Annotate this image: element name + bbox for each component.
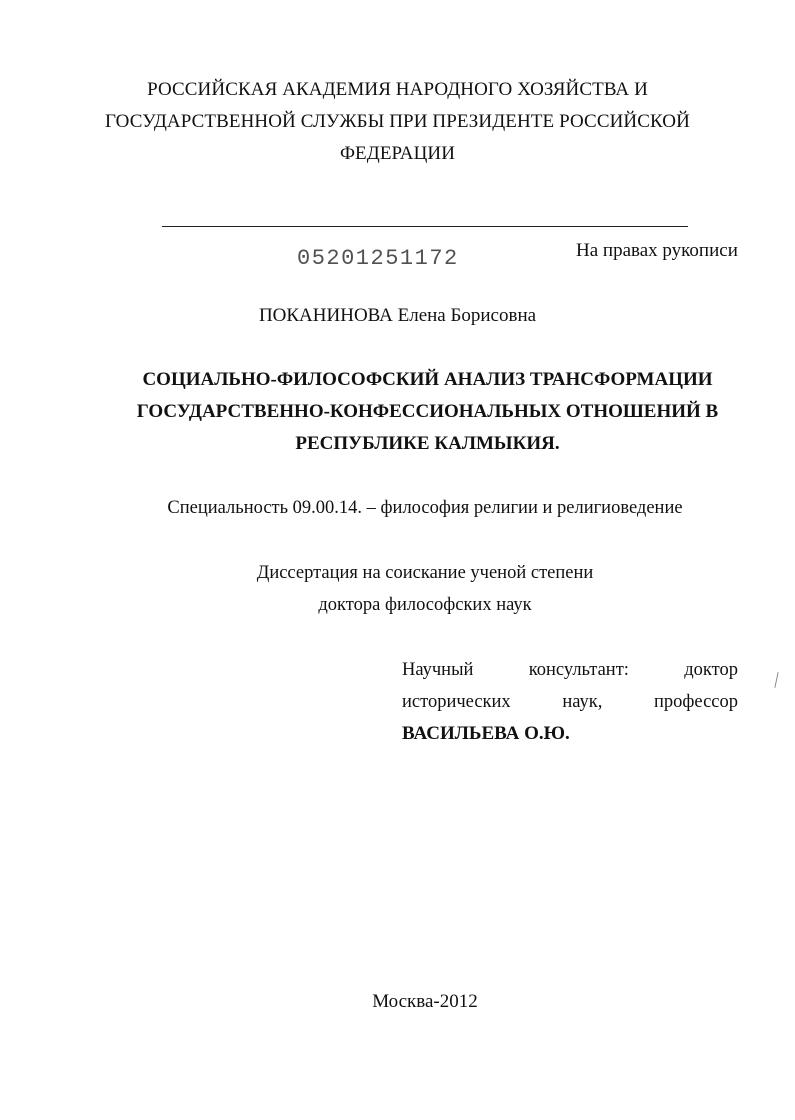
dissertation-title-line-1: СОЦИАЛЬНО-ФИЛОСОФСКИЙ АНАЛИЗ ТРАНСФОРМАЦИИ <box>142 369 713 390</box>
specialty-line: Специальность 09.00.14. – философия религии и религиоведение <box>167 498 683 518</box>
consultant-row-1 <box>402 656 738 684</box>
consultant-word: консультант: <box>528 660 629 680</box>
consultant-word: профессор <box>654 692 738 712</box>
dissertation-title-line-2: ГОСУДАРСТВЕННО-КОНФЕССИОНАЛЬНЫХ ОТНОШЕНИЙ В <box>136 401 719 422</box>
institution-line-3: ФЕДЕРАЦИИ <box>339 143 456 164</box>
consultant-row-2 <box>402 688 738 716</box>
rights-note: На правах рукописи <box>576 240 738 261</box>
consultant-word: доктор <box>684 660 738 680</box>
consultant-word: Научный <box>402 660 474 680</box>
institution-line-2: ГОСУДАРСТВЕННОЙ СЛУЖБЫ ПРИ ПРЕЗИДЕНТЕ РОССИЙСКОЙ <box>105 111 690 132</box>
consultant-word: исторических <box>402 692 511 712</box>
city-year: Москва-2012 <box>372 991 478 1012</box>
institution-line-1: РОССИЙСКАЯ АКАДЕМИЯ НАРОДНОГО ХОЗЯЙСТВА И <box>147 79 648 100</box>
dissertation-title-line-3: РЕСПУБЛИКЕ КАЛМЫКИЯ. <box>295 433 560 454</box>
header-divider <box>162 226 688 227</box>
scan-artifact <box>774 672 778 688</box>
degree-line-2: доктора философских наук <box>318 595 532 615</box>
consultant-word: наук, <box>562 692 603 712</box>
author-name: ПОКАНИНОВА Елена Борисовна <box>258 305 537 326</box>
degree-line-1: Диссертация на соискание ученой степени <box>256 563 594 583</box>
consultant-name: ВАСИЛЬЕВА О.Ю. <box>402 723 570 744</box>
registration-number-stamp: 05201251172 <box>297 246 459 271</box>
